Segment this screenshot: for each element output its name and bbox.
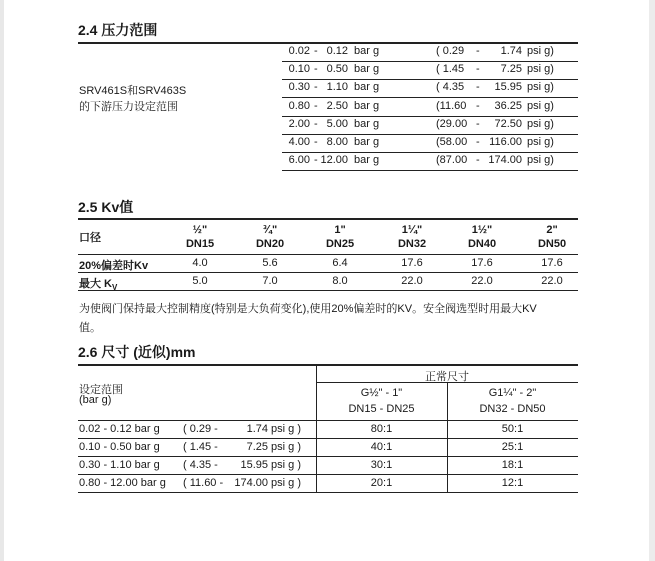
psi-unit: psi g): [527, 154, 554, 167]
kv-row2-label: 最大 $K_V$: [79, 278, 118, 293]
dims-range: 0.80 - 12.00 bar g: [79, 477, 166, 489]
kv-size-dn: DN32: [397, 238, 427, 250]
dims-psi-close: 1.74 psi g ): [246, 423, 301, 435]
range-max: 1.10: [326, 81, 348, 94]
psi-dash: -: [476, 136, 480, 148]
psi-max: 15.95: [494, 81, 522, 94]
psi-min: ( 1.45: [436, 63, 465, 76]
range-unit: bar g: [354, 154, 380, 167]
psi-min: (58.00: [436, 136, 468, 148]
kv-size-inch: 1¼": [401, 224, 423, 236]
section-2-6-title: 2.6 尺寸 (近似)mm: [78, 344, 196, 360]
dims-psi-open: ( 4.35 -: [183, 459, 218, 471]
kv-size-inch: 2": [546, 224, 558, 236]
dims-col-b-value: 18:1: [501, 459, 524, 471]
psi-unit: psi g): [527, 117, 554, 130]
section-2-4-title: 2.4 压力范围: [78, 22, 158, 38]
psi-max: 7.25: [500, 63, 522, 76]
psi-dash: -: [476, 154, 480, 167]
kv-size-inch: ½": [192, 224, 208, 236]
dims-range: 0.02 - 0.12 bar g: [79, 423, 160, 435]
range-max: 12.00: [320, 154, 348, 167]
kv-20pct-value: 4.0: [192, 257, 208, 269]
dims-psi-open: ( 11.60 -: [183, 477, 224, 489]
range-row-rule: [282, 116, 578, 117]
kv-size-label: 口径: [79, 232, 101, 244]
range-max: 0.12: [326, 45, 348, 57]
range-dash: -: [314, 81, 318, 94]
dims-col-a-value: 80:1: [370, 423, 393, 435]
range-min: 0.10: [288, 63, 310, 76]
range-unit: bar g: [354, 99, 380, 112]
dims-col-b-value: 12:1: [501, 477, 524, 489]
kv-row1-label: 20%偏差时Kv: [79, 260, 149, 272]
range-row-rule: [282, 61, 578, 62]
range-max: 0.50: [326, 63, 348, 76]
psi-min: (87.00: [436, 154, 468, 167]
range-dash: -: [314, 45, 318, 57]
dims-label-line1: 设定范围: [79, 384, 123, 396]
dims-col-b-value: 25:1: [501, 441, 524, 453]
dims-psi-close: 174.00 psi g ): [234, 477, 301, 489]
kv-size-dn: DN50: [537, 238, 567, 250]
range-max: 8.00: [326, 136, 348, 148]
kv-header-rule: [78, 254, 578, 255]
dims-psi-close: 7.25 psi g ): [246, 441, 301, 453]
psi-min: ( 4.35: [436, 81, 465, 94]
range-dash: -: [314, 136, 318, 148]
range-row-rule: [282, 152, 578, 153]
kv-note-line1: 为使阀门保持最大控制精度(特别是大负荷变化),使用20%偏差时的KV。安全阀选型时用最大KV: [79, 303, 537, 315]
dims-row-rule: [78, 456, 578, 457]
psi-min: (11.60: [436, 99, 467, 112]
range-row-rule: [282, 97, 578, 98]
range-unit: bar g: [354, 117, 380, 130]
range-min: 2.00: [288, 117, 310, 130]
kv-size-dn: DN40: [467, 238, 497, 250]
section-2-5-rule: [78, 218, 578, 220]
psi-min: (29.00: [436, 117, 468, 130]
kv-max-value: 5.0: [192, 275, 208, 287]
psi-max: 36.25: [494, 99, 522, 112]
range-min: 4.00: [288, 136, 310, 148]
dims-psi-open: ( 0.29 -: [183, 423, 218, 435]
dims-col-a-line1: G½" - 1": [360, 387, 403, 399]
psi-dash: -: [476, 81, 480, 94]
dims-label-line2: (bar g): [79, 394, 112, 406]
psi-max: 1.74: [500, 45, 522, 57]
kv-max-value: 7.0: [262, 275, 278, 287]
range-min: 0.02: [288, 45, 310, 57]
kv-size-dn: DN20: [255, 238, 285, 250]
dims-row-rule: [78, 474, 578, 475]
range-min: 6.00: [288, 154, 310, 167]
range-dash: -: [314, 117, 318, 130]
dims-range: 0.30 - 1.10 bar g: [79, 459, 160, 471]
psi-max: 116.00: [489, 136, 522, 148]
dims-col-a-value: 30:1: [370, 459, 393, 471]
section-2-4-rule: [78, 42, 578, 44]
range-row-rule: [282, 79, 578, 80]
dims-psi-open: ( 1.45 -: [183, 441, 218, 453]
dims-col-a-value: 40:1: [370, 441, 393, 453]
section-2-6-rule: [78, 364, 578, 366]
range-dash: -: [314, 99, 318, 112]
kv-note-line2: 值。: [79, 322, 101, 334]
kv-size-inch: 1": [334, 224, 346, 236]
dims-col-a-value: 20:1: [370, 477, 393, 489]
psi-min: ( 0.29: [436, 45, 465, 57]
range-dash: -: [314, 63, 318, 76]
kv-row1-rule: [78, 272, 578, 273]
right-page-edge: [649, 0, 655, 561]
kv-20pct-value: 17.6: [401, 257, 423, 269]
psi-dash: -: [476, 117, 480, 130]
kv-20pct-value: 17.6: [541, 257, 563, 269]
kv-max-value: 22.0: [401, 275, 423, 287]
dims-header-rule: [78, 420, 578, 421]
kv-20pct-value: 17.6: [471, 257, 493, 269]
range-max: 5.00: [326, 117, 348, 130]
range-row-rule: [282, 170, 578, 171]
kv-20pct-value: 5.6: [262, 257, 278, 269]
range-unit: bar g: [354, 45, 380, 57]
pressure-desc-line2: 的下游压力设定范围: [79, 101, 178, 113]
dims-group-header: 正常尺寸: [425, 371, 469, 383]
psi-unit: psi g): [527, 99, 554, 112]
dims-psi-close: 15.95 psi g ): [240, 459, 301, 471]
kv-size-dn: DN15: [185, 238, 215, 250]
psi-unit: psi g): [527, 63, 554, 76]
range-min: 0.30: [288, 81, 310, 94]
dims-col-b-line1: G1¼" - 2": [488, 387, 537, 399]
kv-20pct-value: 6.4: [332, 257, 348, 269]
psi-dash: -: [476, 99, 480, 112]
section-2-5-title: 2.5 Kv值: [78, 199, 134, 215]
range-dash: -: [314, 154, 318, 167]
left-page-edge: [0, 0, 4, 561]
psi-dash: -: [476, 45, 480, 57]
kv-max-value: 22.0: [471, 275, 493, 287]
psi-unit: psi g): [527, 45, 554, 57]
range-unit: bar g: [354, 81, 380, 94]
kv-max-value: 22.0: [541, 275, 563, 287]
range-max: 2.50: [326, 99, 348, 112]
kv-row2-rule: [78, 290, 578, 291]
kv-max-value: 8.0: [332, 275, 348, 287]
dims-row-rule: [78, 492, 578, 493]
range-row-rule: [282, 134, 578, 135]
psi-max: 174.00: [488, 154, 522, 167]
dims-range: 0.10 - 0.50 bar g: [79, 441, 160, 453]
kv-size-inch: ¾": [262, 224, 278, 236]
dims-row-rule: [78, 438, 578, 439]
range-unit: bar g: [354, 136, 380, 148]
range-unit: bar g: [354, 63, 380, 76]
psi-unit: psi g): [527, 81, 554, 94]
psi-unit: psi g): [527, 136, 554, 148]
kv-size-inch: 1½": [471, 224, 493, 236]
pressure-desc-line1: SRV461S和SRV463S: [79, 85, 187, 97]
dims-col-a-line2: DN15 - DN25: [348, 403, 415, 415]
range-min: 0.80: [288, 99, 310, 112]
kv-size-dn: DN25: [325, 238, 355, 250]
psi-max: 72.50: [494, 117, 522, 130]
dims-col-b-line2: DN32 - DN50: [479, 403, 546, 415]
dims-col-b-value: 50:1: [501, 423, 524, 435]
psi-dash: -: [476, 63, 480, 76]
